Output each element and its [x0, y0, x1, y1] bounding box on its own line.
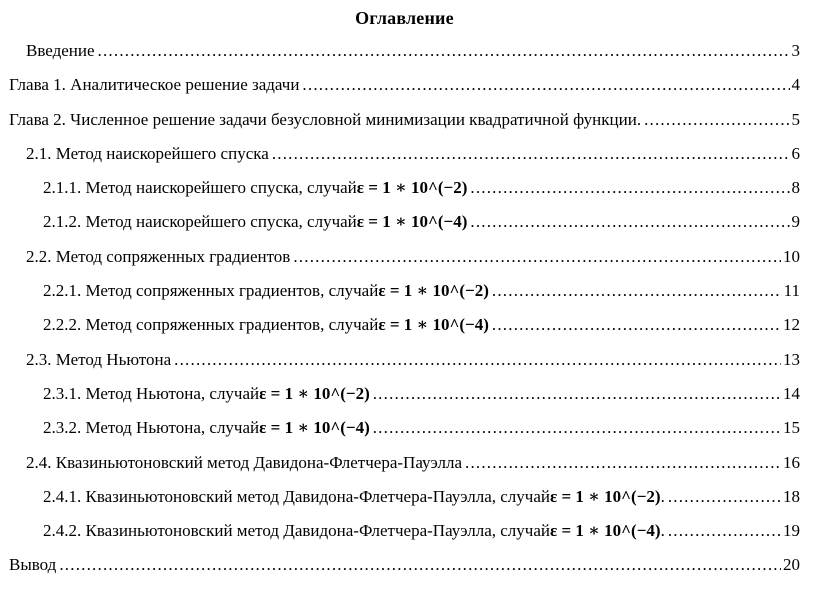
toc-entries: [9, 41, 800, 590]
toc-entry-math: ε = 1 ∗ 10^(−4): [378, 315, 489, 335]
toc-page-number: 6: [791, 143, 800, 163]
toc-entry-math: ε = 1 ∗ 10^(−4): [259, 418, 370, 438]
dot-leader: [174, 350, 781, 370]
toc-entry-math: ε = 1 ∗ 10^(−2): [356, 178, 468, 198]
toc-entry[interactable]: [9, 384, 800, 418]
toc-entry[interactable]: [9, 144, 800, 178]
dot-leader: [373, 384, 781, 404]
toc-entry[interactable]: [9, 212, 800, 246]
toc-entry-math: ε = 1 ∗ 10^(−4): [356, 212, 468, 232]
toc-page-number: 3: [791, 41, 800, 60]
dot-leader: [492, 281, 782, 301]
toc-entry-text: 2.4.2. Квазиньютоновский метод Давидона-Флетчера-Пауэлла, случай: [43, 521, 550, 541]
toc-entry-after: .: [660, 486, 665, 506]
toc-page-number: 10: [783, 246, 800, 266]
toc-page-number: 14: [783, 383, 800, 403]
toc-entry[interactable]: [9, 453, 800, 487]
toc-page-number: 18: [783, 486, 800, 506]
dot-leader: [470, 212, 789, 232]
toc-entry-math: ε = 1 ∗ 10^(−4): [549, 521, 661, 541]
dot-leader: [302, 75, 789, 95]
toc-entry-text: 2.4.1. Квазиньютоновский метод Давидона-Флетчера-Пауэлла, случай: [43, 486, 550, 506]
toc-entry-text: 2.2.2. Метод сопряженных градиентов, случай: [43, 315, 379, 335]
toc-entry[interactable]: [9, 555, 800, 589]
toc-entry[interactable]: [9, 418, 800, 452]
toc-page-number: 4: [791, 75, 800, 95]
toc-page-number: 15: [783, 418, 800, 438]
dot-leader: [668, 521, 781, 541]
toc-page-number: 13: [783, 349, 800, 369]
toc-page-number: 12: [783, 315, 800, 335]
toc-entry[interactable]: [9, 178, 800, 212]
dot-leader: [492, 315, 781, 335]
dot-leader: [293, 247, 781, 267]
toc-entry[interactable]: [9, 350, 800, 384]
toc-page-number: 11: [783, 281, 800, 301]
toc-page-number: 16: [783, 452, 800, 472]
toc-entry-text: Глава 1. Аналитическое решение задачи: [9, 75, 300, 95]
toc-page-number: 8: [791, 178, 800, 198]
toc-entry[interactable]: [9, 75, 800, 109]
toc-entry-math: ε = 1 ∗ 10^(−2): [259, 383, 370, 403]
toc-entry[interactable]: [9, 110, 800, 144]
toc-page-number: 9: [791, 212, 800, 232]
toc-entry[interactable]: [9, 41, 800, 75]
toc-entry-math: ε = 1 ∗ 10^(−2): [378, 281, 489, 301]
toc-entry-text: Глава 2. Численное решение задачи безусловной минимизации квадратичной функции.: [9, 109, 642, 129]
toc-entry-text: Введение: [26, 41, 95, 60]
toc-entry-text: Вывод: [9, 555, 57, 575]
toc-page-number: 5: [791, 109, 800, 129]
toc-entry-text: 2.3. Метод Ньютона: [26, 349, 172, 369]
dot-leader: [470, 178, 789, 198]
dot-leader: [98, 41, 790, 61]
toc-entry-text: 2.2. Метод сопряженных градиентов: [26, 246, 291, 266]
toc-entry-text: 2.4. Квазиньютоновский метод Давидона-Флетчера-Пауэлла: [26, 452, 462, 472]
toc-entry-math: ε = 1 ∗ 10^(−2): [549, 486, 661, 506]
toc-page-number: 19: [783, 521, 800, 541]
toc-entry-text: 2.2.1. Метод сопряженных градиентов, случай: [43, 281, 379, 301]
toc-entry[interactable]: [9, 521, 800, 555]
toc-entry-text: 2.1.1. Метод наискорейшего спуска, случай: [43, 178, 357, 198]
toc-entry-text: 2.3.1. Метод Ньютона, случай: [43, 383, 260, 403]
toc-entry-text: 2.3.2. Метод Ньютона, случай: [43, 418, 260, 438]
toc-entry-text: 2.1. Метод наискорейшего спуска: [26, 143, 269, 163]
toc-entry[interactable]: [9, 487, 800, 521]
dot-leader: [465, 453, 781, 473]
toc-entry[interactable]: [9, 315, 800, 349]
toc-entry-text: 2.1.2. Метод наискорейшего спуска, случай: [43, 212, 357, 232]
dot-leader: [373, 418, 781, 438]
toc-entry-after: .: [660, 521, 665, 541]
dot-leader: [668, 487, 781, 507]
toc-entry[interactable]: [9, 247, 800, 281]
toc-entry[interactable]: [9, 281, 800, 315]
toc-page-number: 20: [783, 555, 800, 575]
dot-leader: [644, 110, 789, 130]
toc-title: Оглавление: [355, 8, 454, 28]
dot-leader: [272, 144, 790, 164]
dot-leader: [59, 555, 781, 575]
